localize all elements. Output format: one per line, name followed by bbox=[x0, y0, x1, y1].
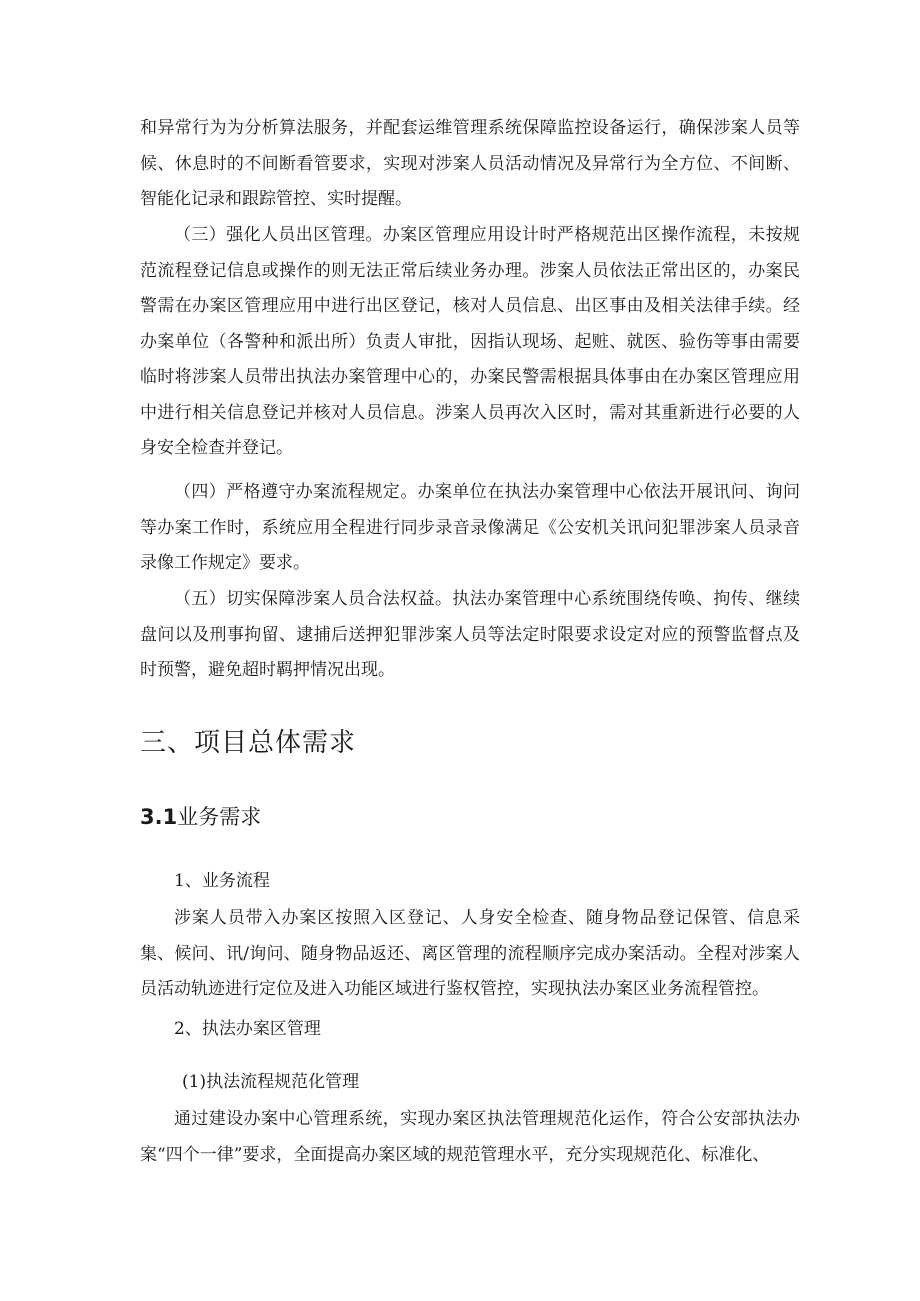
subsection-title: 业务需求 bbox=[177, 805, 262, 829]
paragraph-monitoring: 和异常行为为分析算法服务，并配套运维管理系统保障监控设备运行，确保涉案人员等候、休息时的不间断看管要求，实现对涉案人员活动情况及异常行为全方位、不间断、智能化记录和跟踪管控、实时提醒。 bbox=[140, 118, 800, 209]
subsection-heading-business-requirements bbox=[140, 802, 261, 832]
paragraph-legal-rights: （五）切实保障涉案人员合法权益。执法办案管理中心系统围绕传唤、拘传、继续盘问以及刑事拘留、逮捕后送押犯罪涉案人员等法定时限要求设定对应的预警监督点及时预警，避免超时羁押情况出现。 bbox=[140, 589, 800, 680]
item-heading-business-process: 1、业务流程 bbox=[174, 871, 270, 891]
paragraph-case-procedure: （四）严格遵守办案流程规定。办案单位在执法办案管理中心依法开展讯问、询问等办案工作时，系统应用全程进行同步录音录像满足《公安机关讯问犯罪涉案人员录音录像工作规定》要求。 bbox=[140, 482, 800, 573]
section-heading-overall-requirements: 三、项目总体需求 bbox=[140, 728, 357, 758]
paragraph-business-process: 涉案人员带入办案区按照入区登记、人身安全检查、随身物品登记保管、信息采集、候问、讯/询问、随身物品返还、离区管理的流程顺序完成办案活动。全程对涉案人员活动轨迹进行定位及进入功能区域进行鉴权管控，实现执法办案区业务流程管控。 bbox=[140, 908, 800, 999]
item-heading-process-standardization: (1)执法流程规范化管理 bbox=[182, 1072, 360, 1092]
subsection-number: 3.1 bbox=[140, 805, 178, 829]
paragraph-exit-management: （三）强化人员出区管理。办案区管理应用设计时严格规范出区操作流程，未按规范流程登记信息或操作的则无法正常后续业务办理。涉案人员依法正常出区的，办案民警需在办案区管理应用中进行出区登记，核对人员信息、出区事由及相关法律手续。经办案单位（各警种和派出所）负责人审批，因指认现场、起赃、就医、验伤等事由需要临时将涉案人员带出执法办案管理中心的，办案民警需根据具体事由在办案区管理应用中进行相关信息登记并核对人员信息。涉案人员再次入区时，需对其重新进行必要的人身安全检查并登记。 bbox=[140, 225, 800, 458]
paragraph-standardization: 通过建设办案中心管理系统，实现办案区执法管理规范化运作，符合公安部执法办案“四个一律”要求，全面提高办案区域的规范管理水平，充分实现规范化、标准化、 bbox=[140, 1109, 800, 1165]
item-heading-case-area-management: 2、执法办案区管理 bbox=[174, 1019, 321, 1039]
